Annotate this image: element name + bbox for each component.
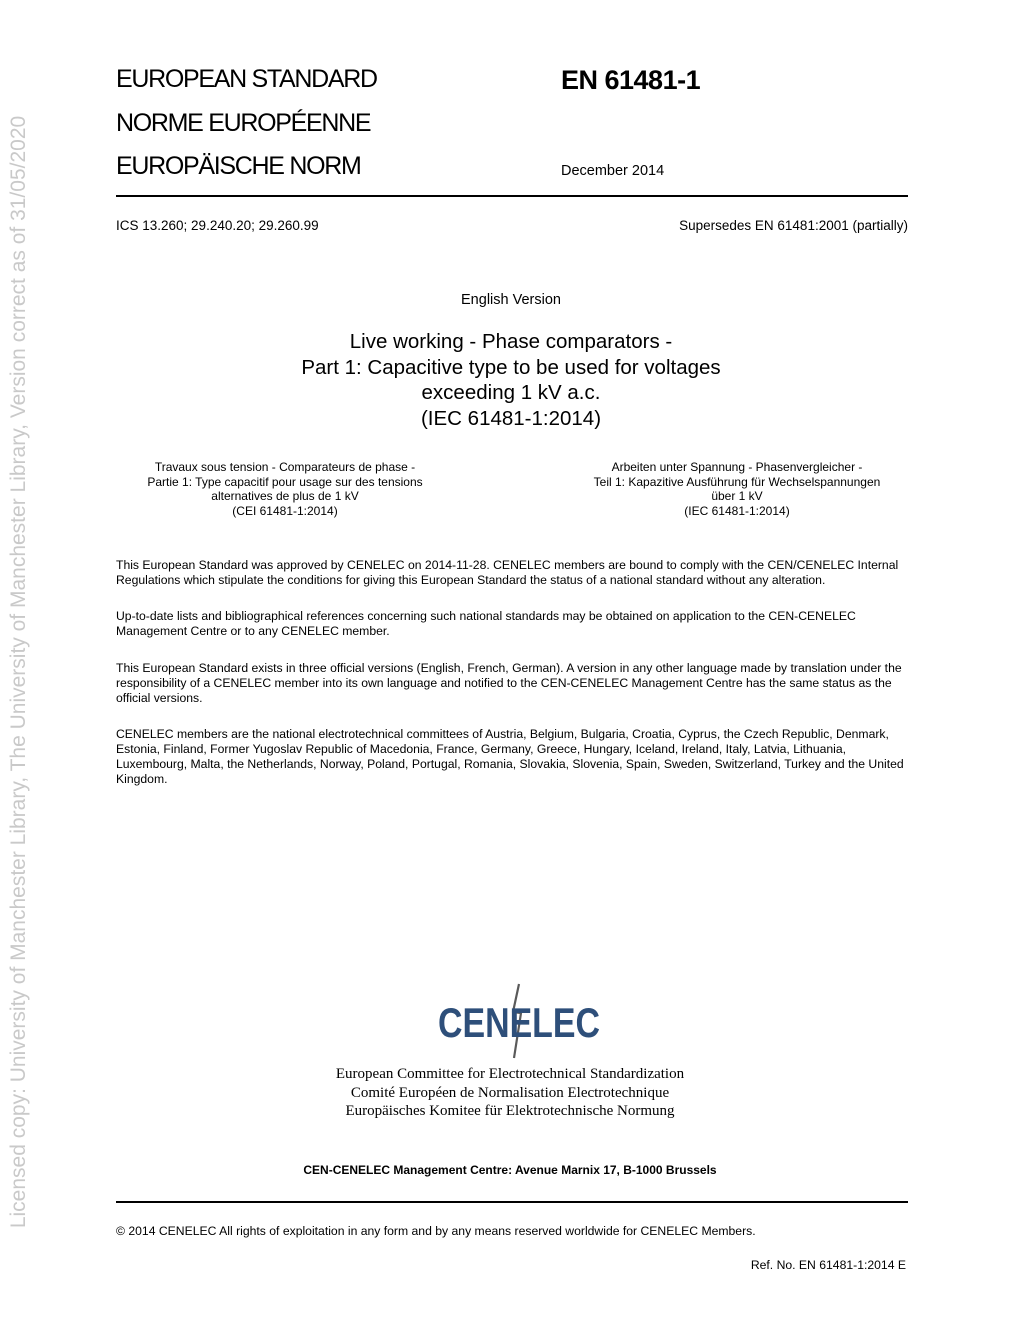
standard-name-german: EUROPÄISCHE NORM bbox=[116, 152, 361, 180]
committee-name-english: European Committee for Electrotechnical Standardization bbox=[335, 1066, 685, 1082]
svg-text:CENELEC: CENELEC bbox=[438, 999, 600, 1046]
committee-name-german: Europäisches Komitee für Elektrotechnische Normung bbox=[345, 1103, 675, 1119]
committee-name-french: Comité Européen de Normalisation Electrotechnique bbox=[350, 1084, 670, 1101]
german-title-line: Arbeiten unter Spannung - Phasenvergleicher - bbox=[611, 460, 863, 474]
management-centre-address: CEN-CENELEC Management Centre: Avenue Marnix 17, B-1000 Brussels bbox=[303, 1163, 717, 1177]
approval-paragraph: This European Standard was approved by CENELEC on 2014-11-28. CENELEC members are bound to comply with the CEN/CENELEC Internal Regulations which stipulate the conditions for giving this European Standard the status of a national standard without any alteration. bbox=[116, 558, 899, 587]
title-line: (IEC 61481-1:2014) bbox=[420, 406, 602, 430]
copyright-notice: © 2014 CENELEC All rights of exploitation in any form and by any means reserved worldwide for CENELEC Members. bbox=[116, 1224, 756, 1238]
german-title bbox=[557, 460, 917, 518]
french-title-line: (CEI 61481-1:2014) bbox=[232, 503, 338, 518]
title-line: Part 1: Capacitive type to be used for voltages bbox=[301, 355, 721, 379]
footer-divider bbox=[116, 1201, 908, 1203]
language-version: English Version bbox=[461, 292, 561, 308]
title-line: Live working - Phase comparators - bbox=[349, 330, 673, 353]
french-title-line: alternatives de plus de 1 kV bbox=[211, 489, 359, 504]
french-title-line: Travaux sous tension - Comparateurs de phase - bbox=[154, 460, 416, 474]
publication-date: December 2014 bbox=[561, 163, 665, 179]
supersedes-note: Supersedes EN 61481:2001 (partially) bbox=[679, 218, 908, 233]
references-paragraph: Up-to-date lists and bibliographical references concerning such national standards may be obtained on application to the CEN-CENELEC Management Centre or to any CENELEC member. bbox=[116, 609, 856, 638]
standard-name-french: NORME EUROPÉENNE bbox=[116, 109, 371, 137]
versions-paragraph: This European Standard exists in three official versions (English, French, German). A version in any other language made by translation under the responsibility of a CENELEC member into its own language and notified to the CEN-CENELEC Management Centre has the same status as the official versions. bbox=[116, 661, 902, 705]
ics-codes: ICS 13.260; 29.240.20; 29.260.99 bbox=[116, 218, 319, 233]
cenelec-logo bbox=[434, 980, 604, 1060]
standard-name-english: EUROPEAN STANDARD bbox=[116, 65, 377, 93]
german-title-line: Teil 1: Kapazitive Ausführung für Wechselspannungen bbox=[593, 474, 881, 489]
standard-number: EN 61481-1 bbox=[561, 65, 701, 95]
committee-names bbox=[0, 1065, 1020, 1121]
french-title-line: Partie 1: Type capacitif pour usage sur des tensions bbox=[147, 474, 423, 489]
document-title bbox=[216, 329, 806, 431]
german-title-line: über 1 kV bbox=[711, 489, 763, 504]
members-paragraph: CENELEC members are the national electrotechnical committees of Austria, Belgium, Bulgaria, Croatia, Cyprus, the Czech Republic, Denmark, Estonia, Finland, Former Yugoslav Republic of Macedonia, France, Germany, Greece, Hungary, Iceland, Ireland, Italy, Latvia, Lithuania, Luxembourg, Malta, the Netherlands, Norway, Poland, Portugal, Romania, Slovakia, Slovenia, Spain, Sweden, Switzerland, Turkey and the United Kingdom. bbox=[116, 727, 904, 786]
header-divider bbox=[116, 195, 908, 197]
license-watermark: Licensed copy: University of Manchester Library, The University of Manchester Library, Version correct as of 31/05/2020 bbox=[7, 115, 30, 1229]
reference-number: Ref. No. EN 61481-1:2014 E bbox=[750, 1258, 906, 1272]
french-title bbox=[105, 460, 465, 518]
title-line: exceeding 1 kV a.c. bbox=[421, 381, 601, 404]
german-title-line: (IEC 61481-1:2014) bbox=[684, 503, 790, 518]
